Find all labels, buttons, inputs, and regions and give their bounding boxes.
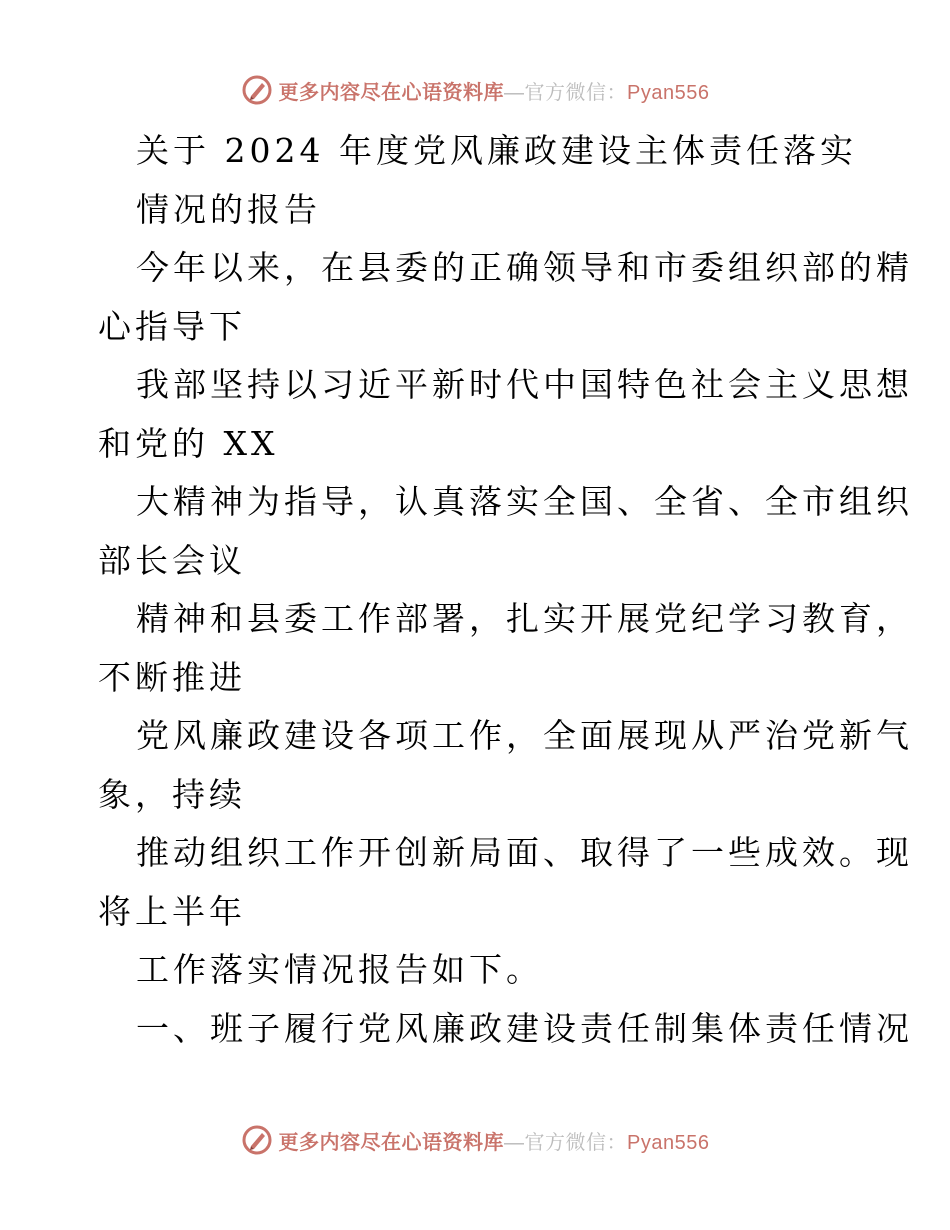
watermark-main: 更多内容尽在心语资料库 xyxy=(278,1131,505,1154)
document-line: 今年以来，在县委的正确领导和市委组织部的精 xyxy=(136,248,913,287)
watermark-footer xyxy=(0,1120,950,1160)
document-body xyxy=(98,122,913,1058)
watermark-dash: — xyxy=(504,1131,525,1154)
watermark-wechat-id: Pyan556 xyxy=(627,1131,710,1154)
document-line: 党风廉政建设各项工作，全面展现从严治党新气 xyxy=(136,716,913,755)
document-line: 大精神为指导，认真落实全国、全省、全市组织 xyxy=(136,482,913,521)
watermark-text xyxy=(279,1126,710,1155)
document-line: 精神和县委工作部署，扎实开展党纪学习教育， xyxy=(136,599,913,638)
watermark-text xyxy=(279,76,710,105)
document-line: 工作落实情况报告如下。 xyxy=(136,950,543,989)
document-line: 部长会议 xyxy=(98,540,246,580)
document-line: 推动组织工作开创新局面、取得了一些成效。现 xyxy=(136,833,913,872)
watermark-dash: — xyxy=(504,81,525,104)
document-line: 情况的报告 xyxy=(136,189,321,229)
document-line: 和党的 XX xyxy=(98,423,279,463)
document-line: 将上半年 xyxy=(98,891,246,931)
document-line: 心指导下 xyxy=(98,306,246,346)
pen-seal-icon xyxy=(241,1124,273,1156)
document-line: 一、班子履行党风廉政建设责任制集体责任情况 xyxy=(136,1008,913,1048)
document-line: 关于 2024 年度党风廉政建设主体责任落实 xyxy=(136,131,857,170)
watermark-official: 官方微信： xyxy=(524,1131,628,1154)
watermark-wechat-id: Pyan556 xyxy=(627,81,710,104)
pen-seal-icon xyxy=(241,74,273,106)
document-line: 象，持续 xyxy=(98,774,246,814)
watermark-official: 官方微信： xyxy=(524,81,628,104)
document-line: 我部坚持以习近平新时代中国特色社会主义思想 xyxy=(136,365,913,404)
watermark-main: 更多内容尽在心语资料库 xyxy=(278,81,505,104)
watermark-header xyxy=(0,70,950,110)
document-line: 不断推进 xyxy=(98,657,246,697)
